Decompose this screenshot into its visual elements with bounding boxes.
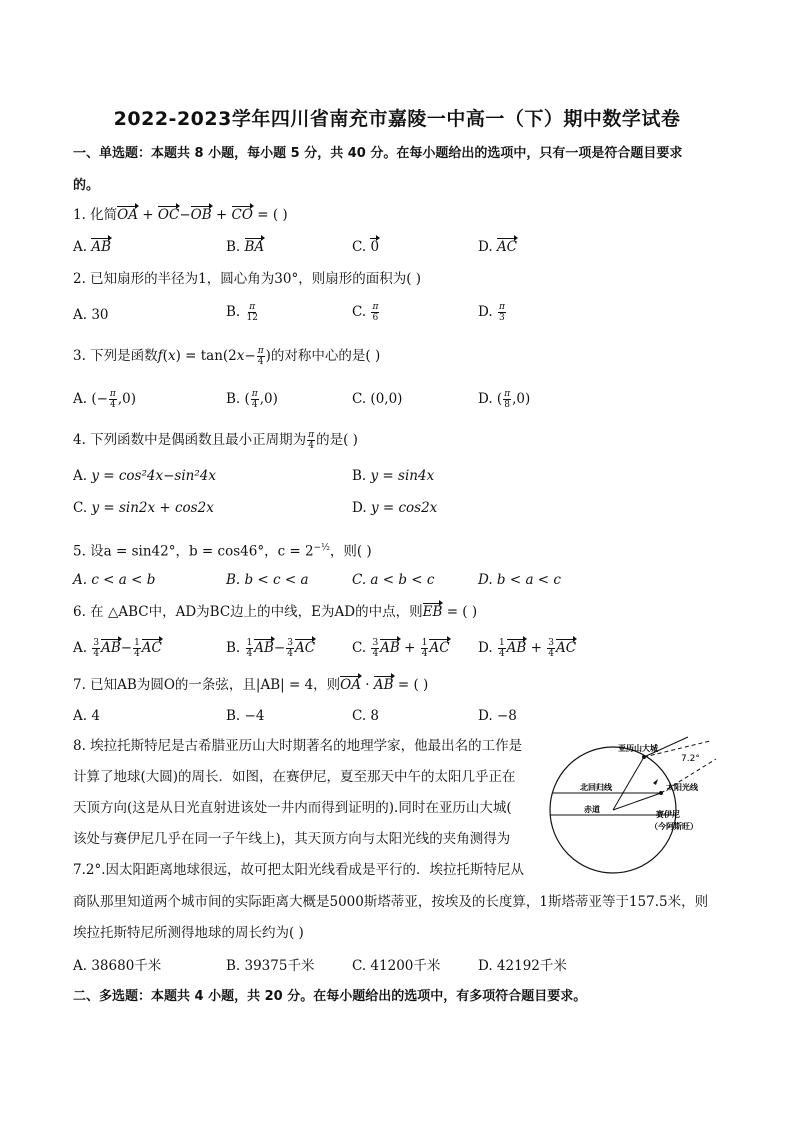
q3-option-b[interactable]: B. ( $\frac{\pi}{4}$ ,0) [226, 389, 278, 410]
q3-option-c[interactable]: C. (0,0) [352, 391, 403, 407]
q6-option-a[interactable]: A. $\frac{3}{4}$ AB− $\frac{1}{4}$ AC [73, 638, 162, 659]
q6-option-b[interactable]: B. $\frac{1}{4}$ AB− $\frac{3}{4}$ AC [226, 638, 316, 659]
label-aswan: （今阿斯旺） [650, 822, 698, 831]
arrow-icon [653, 779, 658, 785]
q2-option-d[interactable]: D. $\frac{\pi}{3}$ [478, 302, 505, 323]
q3-option-a[interactable]: A. (− $\frac{\pi}{4}$ ,0) [73, 389, 136, 410]
q2-option-a[interactable]: A. 30 [73, 307, 109, 323]
q8-option-c[interactable]: C. 41200千米 [352, 958, 441, 974]
q1-option-a[interactable]: A. AB [73, 239, 112, 255]
label-sunlight: 太阳光线 [666, 783, 698, 792]
q7-option-b[interactable]: B. −4 [226, 708, 265, 724]
q1-option-d[interactable]: D. AC [478, 239, 518, 255]
q7-option-c[interactable]: C. 8 [352, 708, 380, 724]
question-2: 2. 已知扇形的半径为1，圆心角为30°，则扇形的面积为( ) [73, 271, 422, 287]
alexandria-point [642, 755, 646, 759]
q4-option-d[interactable]: D. y = cos2x [352, 500, 438, 516]
q5-option-b[interactable]: B. b < c < a [226, 572, 309, 588]
q2-option-b[interactable]: B. $\frac{\pi}{12}$ [226, 302, 258, 323]
zenith-alexandria [613, 757, 644, 810]
question-5: 5. 设a = sin42°，b = cos46°，$c = 2^{-\frac{1}{2}}$，则( ) [73, 543, 372, 560]
q3-option-d[interactable]: D. ( $\frac{\pi}{8}$ ,0) [478, 389, 531, 410]
q5-option-c[interactable]: C. a < b < c [352, 572, 435, 588]
q5-option-d[interactable]: D. b < a < c [478, 572, 561, 588]
label-angle: 7.2° [681, 754, 700, 764]
question-8-text-end: 埃拉托斯特尼所测得地球的周长约为( ) [73, 925, 304, 941]
label-equator: 赤道 [584, 805, 600, 814]
syene-radius [613, 793, 661, 810]
q8-option-b[interactable]: B. 39375千米 [226, 958, 315, 974]
label-tropic: 北回归线 [580, 783, 612, 792]
q8-option-a[interactable]: A. 38680千米 [73, 958, 162, 974]
q1-option-b[interactable]: B. BA [226, 239, 265, 255]
earth-diagram [548, 735, 728, 885]
q6-option-c[interactable]: C. $\frac{3}{4}$ AB + $\frac{1}{4}$ AC [352, 638, 450, 659]
question-3: 3. 下列是函数f(x) = tan(2x− $\frac{\pi}{4}$ )的对称中心的是( ) [73, 346, 381, 367]
q7-option-d[interactable]: D. −8 [478, 708, 517, 724]
q8-option-d[interactable]: D. 42192千米 [478, 958, 567, 974]
question-7: 7. 已知AB为圆O的一条弦，且|AB| = 4，则OA · AB = ( ) [73, 677, 429, 693]
question-6: 6. 在 △ABC中，AD为BC边上的中线，E为AD的中点，则EB = ( ) [73, 604, 478, 620]
q4-option-b[interactable]: B. y = sin4x [352, 468, 435, 484]
label-alexandria: 亚历山大城 [618, 744, 658, 753]
section-2-header: 二、多选题：本题共 4 小题，共 20 分。在每小题给出的选项中，有多项符合题目要求。 [73, 989, 587, 1004]
question-8-text: 8. 埃拉托斯特尼是古希腊亚历山大时期著名的地理学家，他最出名的工作是 计算了地球(大圆)的周长．如图，在赛伊尼，夏至那天中午的太阳几乎正在 天顶方向(这是从日光直射进该处一井内而得到证明的).同时在亚历山大城( 该处与赛伊尼几乎在同一子午线上)，其天顶方向与太阳光线的夹角测得为 7.2°.因太阳距离地球很远，故可把太阳光线看成是平行的．埃拉托斯特尼从 [73, 738, 525, 878]
q1-option-c[interactable]: C. 0 [352, 239, 380, 255]
question-4: 4. 下列函数中是偶函数且最小正周期为 $\frac{\pi}{4}$ 的是( ) [73, 430, 358, 451]
label-syene: 赛伊尼 [656, 810, 680, 819]
q4-option-c[interactable]: C. y = sin2x + cos2x [73, 500, 214, 516]
q6-option-d[interactable]: D. $\frac{1}{4}$ AB + $\frac{3}{4}$ AC [478, 638, 577, 659]
page-title: 2022-2023学年四川省南充市嘉陵一中高一（下）期中数学试卷 [113, 108, 681, 130]
question-8-text-cont: 商队那里知道两个城市间的实际距离大概是5000斯塔蒂亚，按埃及的长度算，1斯塔蒂亚等于157.5米，则 [73, 894, 709, 910]
q2-option-c[interactable]: C. $\frac{\pi}{6}$ [352, 302, 379, 323]
q5-option-a[interactable]: A. c < a < b [73, 572, 156, 588]
q7-option-a[interactable]: A. 4 [73, 708, 100, 724]
syene-point [659, 791, 663, 795]
question-1: 1. 化简OA + OC−OB + CO = ( ) [73, 207, 288, 223]
section-1-header: 一、单选题：本题共 8 小题，每小题 5 分，共 40 分。在每小题给出的选项中，只有一项是符合题目要求 [73, 146, 683, 161]
section-1-header-cont: 的。 [73, 178, 100, 193]
q4-option-a[interactable]: A. y = cos²4x−sin²4x [73, 468, 216, 484]
